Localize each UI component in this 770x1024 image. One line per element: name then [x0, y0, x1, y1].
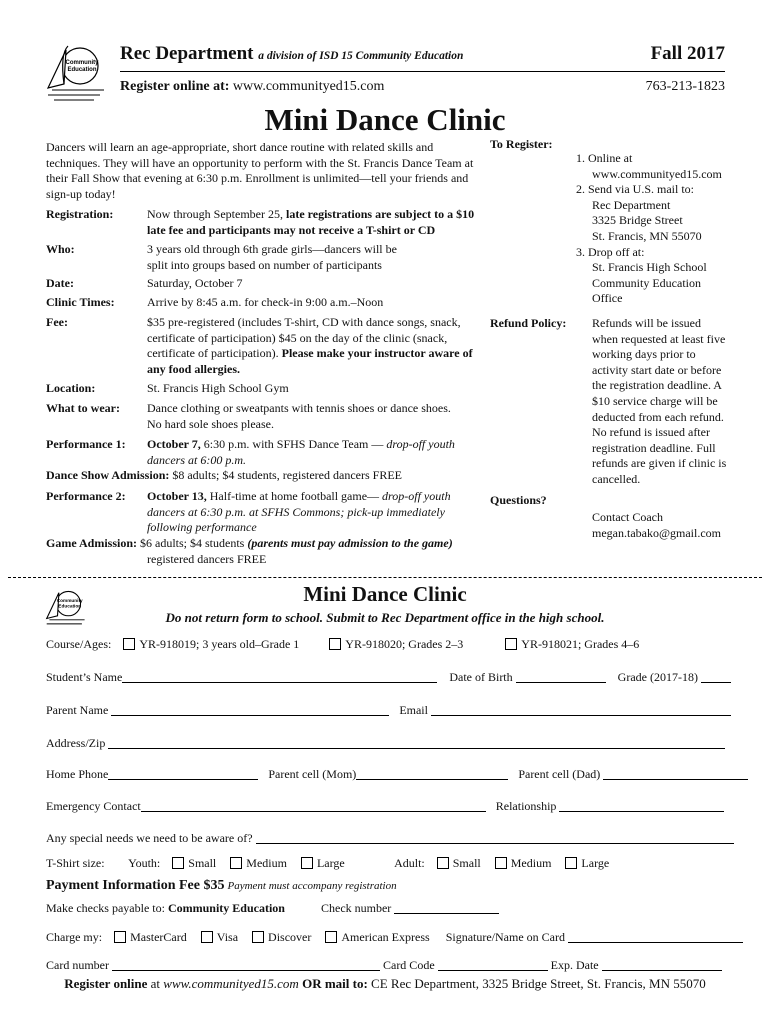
division-text: a division of ISD 15 Community Education [258, 50, 464, 62]
svg-text:Community: Community [56, 599, 83, 605]
who-label: Who: [46, 242, 75, 256]
special-needs-field[interactable] [256, 832, 734, 844]
location-text: St. Francis High School Gym [147, 381, 289, 395]
wear-label: What to wear: [46, 401, 120, 415]
game-admission: Game Admission: $6 adults; $4 students (parents must pay admission to the game) registered dancers FREE [46, 536, 453, 566]
course-row: Course/Ages: YR-918019; 3 years old–Grade 1 YR-918020; Grades 2–3 YR-918021; Grades 4–6 [46, 637, 640, 651]
contact-info: Contact Coach megan.tabako@gmail.com [592, 510, 722, 540]
grade-field[interactable] [701, 671, 731, 683]
performance1-text: October 7, 6:30 p.m. with SFHS Dance Team — drop-off youth dancers at 6:00 p.m. [147, 437, 455, 467]
cell-mom-field[interactable] [356, 768, 508, 780]
location-label: Location: [46, 381, 96, 395]
emergency-contact-field[interactable] [141, 800, 486, 812]
to-register-label: To Register: [490, 137, 553, 151]
svg-text:Community: Community [65, 60, 99, 66]
clinic-times-label: Clinic Times: [46, 295, 115, 309]
signature-field[interactable] [568, 931, 743, 943]
performance2-label: Performance 2: [46, 489, 126, 503]
special-needs-row: Any special needs we need to be aware of? [46, 831, 734, 846]
email-field[interactable] [431, 704, 731, 716]
amex-checkbox[interactable] [325, 931, 337, 943]
community-education-logo [44, 40, 112, 108]
adult-medium-checkbox[interactable] [495, 857, 507, 869]
parent-name-field[interactable] [111, 704, 389, 716]
page-title: Mini Dance Clinic [264, 102, 506, 137]
coach-email[interactable]: megan.tabako@gmail.com [592, 525, 722, 540]
season-label: Fall 2017 [650, 43, 725, 64]
checks-row: Make checks payable to: Community Education Check number [46, 901, 499, 916]
header-rule [120, 71, 725, 72]
tshirt-row: T-Shirt size: Youth: Small Medium Large Adult: Small Medium Large [46, 856, 610, 870]
student-row: Student’s Name Date of Birth Grade (2017-18) [46, 670, 731, 685]
dob-field[interactable] [516, 671, 606, 683]
fee-text: $35 pre-registered (includes T-shirt, CD with dance songs, snack, certificate of participation) $45 on the day of the clinic (snack, certificate of participation). Please make your instructor aware of any food allergies. [147, 315, 473, 376]
department-name: Rec Department a division of ISD 15 Community Education [120, 43, 464, 64]
cut-line [8, 577, 762, 578]
card-number-field[interactable] [112, 959, 380, 971]
wear-text: Dance clothing or sweatpants with tennis shoes or dance shoes. No hard sole shoes please. [147, 401, 451, 431]
intro-paragraph: Dancers will learn an age-appropriate, short dance routine with related skills and techniques. They will have an opportunity to perform with the St. Francis Dance Team at their Fall Show that evening at 6:30 p.m. Enrollment is unlimited—tell your friends and sign-up today! [46, 140, 474, 201]
mastercard-checkbox[interactable] [114, 931, 126, 943]
exp-date-field[interactable] [602, 959, 722, 971]
student-name-field[interactable] [122, 671, 437, 683]
svg-text:Education: Education [58, 604, 82, 610]
address-row: Address/Zip [46, 736, 725, 751]
show-admission: Dance Show Admission: $8 adults; $4 students, registered dancers FREE [46, 468, 402, 482]
adult-small-checkbox[interactable] [437, 857, 449, 869]
course3-checkbox[interactable] [505, 638, 517, 650]
clinic-times-text: Arrive by 8:45 a.m. for check-in 9:00 a.m.–Noon [147, 295, 384, 309]
address-field[interactable] [108, 737, 725, 749]
cell-dad-field[interactable] [603, 768, 748, 780]
form-title: Mini Dance Clinic [303, 582, 467, 606]
refund-policy-label: Refund Policy: [490, 316, 567, 330]
fee-label: Fee: [46, 315, 68, 329]
refund-policy-text: Refunds will be issued when requested at least five working days prior to activity start date or before the registration deadline. A $10 service charge will be deducted from each refund. No refund is issued after registration deadline. Full refunds are given if clinic is cancelled. [592, 316, 727, 486]
registration-text: Now through September 25, late registrations are subject to a $10 late fee and participants may not receive a T-shirt or CD [147, 207, 475, 237]
phone-number: 763-213-1823 [645, 79, 725, 94]
relationship-field[interactable] [559, 800, 724, 812]
register-steps: 1. Online at www.communityed15.com 2. Send via U.S. mail to: Rec Department 3325 Bridge Street St. Francis, MN 55070 3. Drop off at: St. Francis High School Community Education Office [576, 151, 736, 307]
charge-row: Charge my: MasterCard Visa Discover American Express Signature/Name on Card [46, 930, 743, 945]
discover-checkbox[interactable] [252, 931, 264, 943]
emergency-row: Emergency Contact Relationship [46, 799, 724, 814]
form-subtitle: Do not return form to school. Submit to Rec Department office in the high school. [165, 610, 605, 625]
date-label: Date: [46, 276, 74, 290]
home-phone-field[interactable] [108, 768, 258, 780]
performance2-text: October 13, Half-time at home football game— drop-off youth dancers at 6:30 p.m. at SFHS Commons; pick-up immediately following performance [147, 489, 451, 535]
register-url[interactable]: www.communityed15.com [232, 79, 385, 94]
check-number-field[interactable] [394, 902, 499, 914]
youth-medium-checkbox[interactable] [230, 857, 242, 869]
card-row: Card number Card Code Exp. Date [46, 958, 722, 973]
performance1-label: Performance 1: [46, 437, 126, 451]
youth-large-checkbox[interactable] [301, 857, 313, 869]
who-text: 3 years old through 6th grade girls—dancers will be split into groups based on number of participants [147, 242, 397, 272]
footer-url[interactable]: www.communityed15.com [163, 976, 299, 991]
card-code-field[interactable] [438, 959, 548, 971]
register-online-line: Register online at: www.communityed15.com [120, 79, 385, 94]
step1-url[interactable]: www.communityed15.com [592, 166, 722, 181]
svg-text:Education: Education [67, 67, 97, 73]
payment-heading: Payment Information Fee $35 Payment must accompany registration [46, 878, 397, 893]
course2-checkbox[interactable] [329, 638, 341, 650]
adult-large-checkbox[interactable] [565, 857, 577, 869]
footer-register: Register online at www.communityed15.com OR mail to: CE Rec Department, 3325 Bridge Street, St. Francis, MN 55070 [64, 976, 706, 991]
parent-row: Parent Name Email [46, 703, 731, 718]
phone-row: Home Phone Parent cell (Mom) Parent cell (Dad) [46, 767, 748, 782]
date-text: Saturday, October 7 [147, 276, 243, 290]
youth-small-checkbox[interactable] [172, 857, 184, 869]
course1-checkbox[interactable] [123, 638, 135, 650]
registration-label: Registration: [46, 207, 114, 221]
questions-label: Questions? [490, 493, 547, 507]
visa-checkbox[interactable] [201, 931, 213, 943]
